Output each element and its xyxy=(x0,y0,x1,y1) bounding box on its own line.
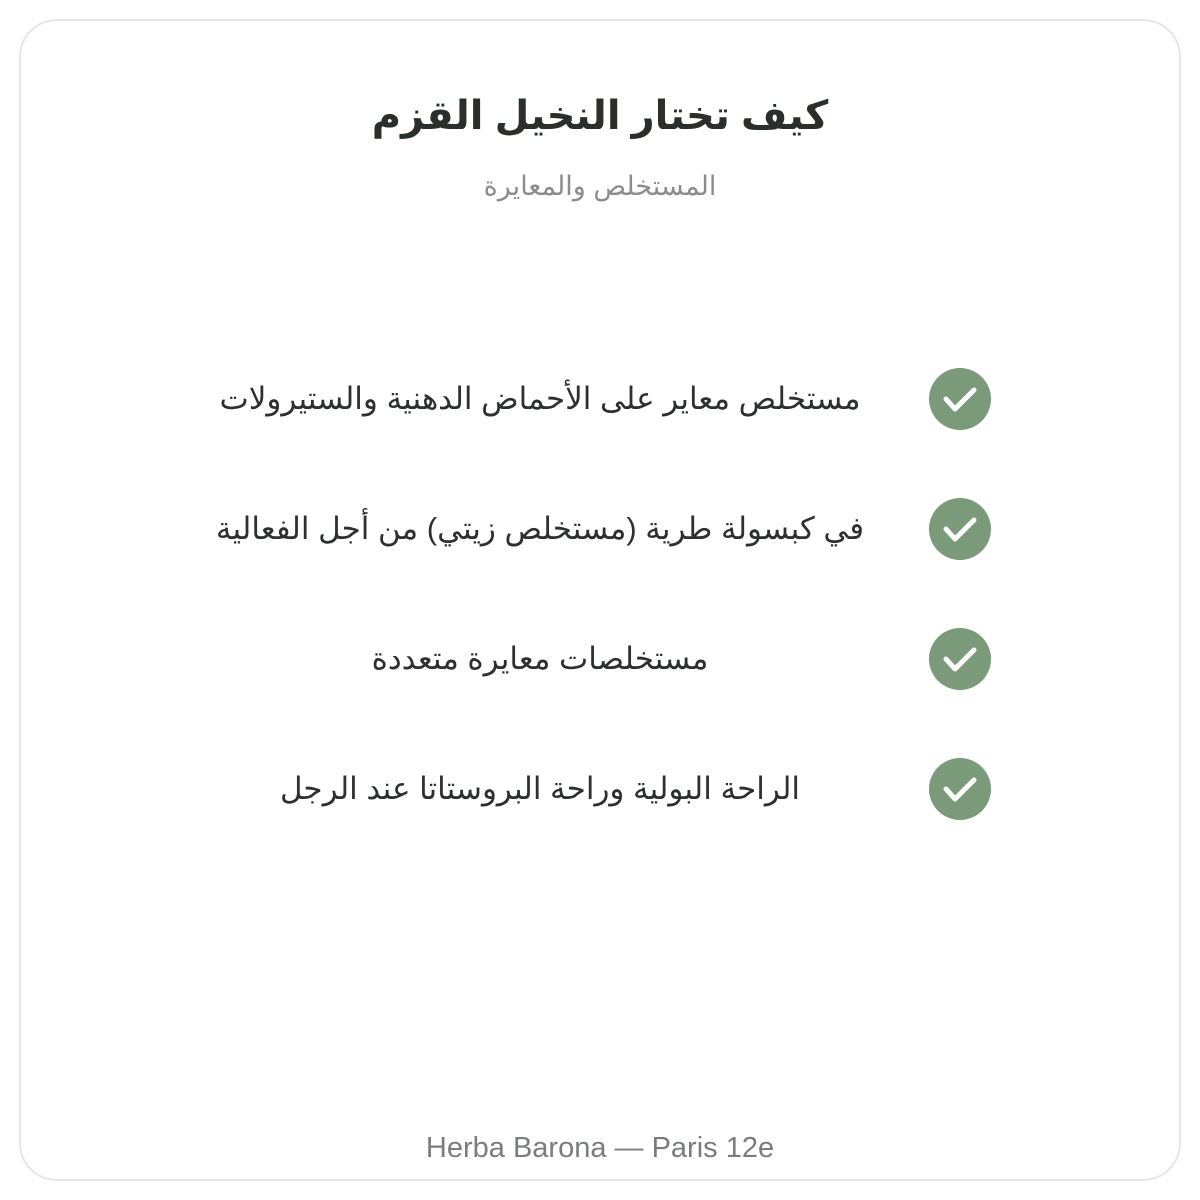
check-icon xyxy=(929,758,991,820)
check-icon xyxy=(929,368,991,430)
list-item-text: مستخلص معاير على الأحماض الدهنية والستيرولات xyxy=(219,381,861,416)
footer-brand: Herba Barona — Paris 12e xyxy=(425,1132,775,1164)
list-item-text: الراحة البولية وراحة البروستاتا عند الرجل xyxy=(279,771,801,806)
list-item xyxy=(0,368,1200,430)
check-icon xyxy=(929,628,991,690)
page-title: كيف تختار النخيل القزم xyxy=(371,94,829,138)
list-item-text: في كبسولة طرية (مستخلص زيتي) من أجل الفعالية xyxy=(215,511,865,546)
check-icon xyxy=(929,498,991,560)
list-item xyxy=(0,628,1200,690)
list-item xyxy=(0,498,1200,560)
list-item-text: مستخلصات معايرة متعددة xyxy=(371,641,709,676)
list-item xyxy=(0,758,1200,820)
page-subtitle: المستخلص والمعايرة xyxy=(483,171,717,201)
